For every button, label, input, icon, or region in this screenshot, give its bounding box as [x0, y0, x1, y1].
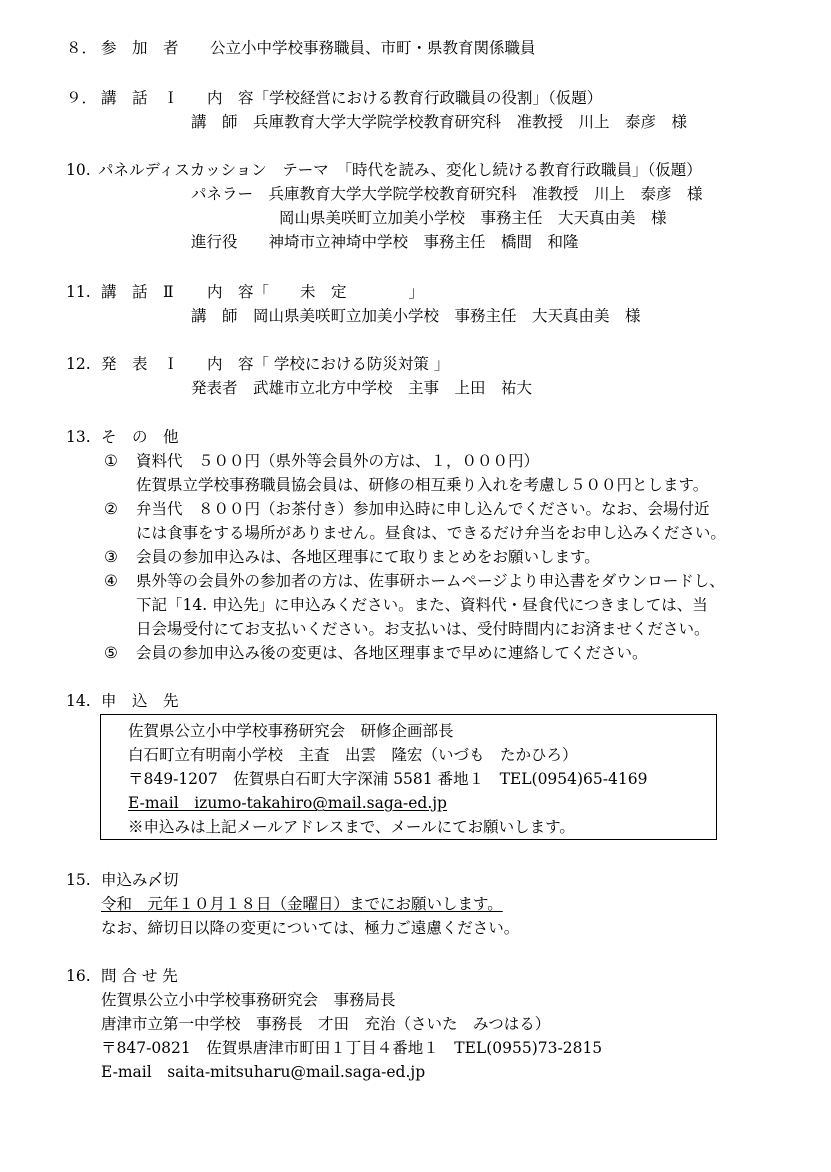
item-1-line-2: 佐賀県立学校事務職員協会員は、研修の相互乗り入れを考慮し５００円とします。: [136, 476, 709, 494]
section-10-panelist-1: パネラー 兵庫教育大学大学院学校教育研究科 准教授 川上 泰彦 様: [191, 185, 703, 203]
section-8-label: 参 加 者: [101, 39, 179, 57]
item-3-line-1: 会員の参加申込みは、各地区理事にて取りまとめをお願いします。: [136, 548, 600, 566]
section-9-lecturer: 講 師 兵庫教育大学大学院学校教育研究科 准教授 川上 泰彦 様: [191, 113, 688, 131]
inquiry-email-link[interactable]: E-mail saita-mitsuharu@mail.saga-ed.jp: [101, 1063, 426, 1081]
item-5-mark: ⑤: [104, 644, 118, 662]
contact-box-note: ※申込みは上記メールアドレスまで、メールにてお願いします。: [128, 818, 575, 836]
section-10-number: 10.: [66, 161, 91, 179]
section-15-label: 申込み〆切: [101, 871, 179, 889]
section-13-label: そ の 他: [101, 428, 179, 446]
section-11-label: 講 話 Ⅱ: [101, 283, 174, 301]
section-15-number: 15.: [66, 871, 91, 889]
section-13-number: 13.: [66, 428, 91, 446]
section-11-lecturer: 講 師 岡山県美咲町立加美小学校 事務主任 大天真由美 様: [191, 307, 641, 325]
deadline-date: 令和 元年１０月１８日（金曜日）までにお願いします。: [101, 895, 503, 913]
section-16-label: 問 合 せ 先: [101, 967, 178, 985]
section-12-presenter: 発表者 武雄市立北方中学校 主事 上田 祐大: [191, 379, 533, 397]
section-10-moderator: 進行役 神埼市立神埼中学校 事務主任 橋間 和隆: [191, 233, 579, 251]
section-12-number: 12.: [66, 355, 91, 373]
item-4-line-3: 日会場受付にてお支払いください。お支払いは、受付時間内にお済ませください。: [136, 620, 710, 638]
section-11-number: 11.: [66, 283, 91, 301]
section-12-content: 内 容「 学校における防災対策 」: [207, 355, 450, 373]
item-2-mark: ②: [104, 500, 118, 518]
deadline-note: なお、締切日以降の変更については、極力ご遠慮ください。: [101, 919, 520, 937]
section-10-panelist-2: 岡山県美咲町立加美小学校 事務主任 大天真由美 様: [279, 209, 667, 227]
item-2-line-1: 弁当代 ８００円（お茶付き）参加申込時に申し込んでください。なお、会場付近: [136, 500, 710, 518]
section-14-label: 申 込 先: [101, 692, 179, 710]
inquiry-line-2: 唐津市立第一中学校 事務長 才田 充治（さいた みつはる）: [101, 1015, 551, 1033]
section-9-label: 講 話 Ｉ: [101, 89, 179, 107]
contact-box-line-1: 佐賀県公立小中学校事務研究会 研修企画部長: [128, 722, 454, 740]
section-14-number: 14.: [66, 692, 91, 710]
section-9-number: ９．: [66, 89, 98, 107]
section-12-label: 発 表 Ｉ: [101, 355, 179, 373]
inquiry-line-3: 〒847-0821 佐賀県唐津市町田１丁目４番地１ TEL(0955)73-2815: [101, 1039, 603, 1057]
item-5-line-1: 会員の参加申込み後の変更は、各地区理事まで早めに連絡してください。: [136, 644, 648, 662]
inquiry-line-1: 佐賀県公立小中学校事務研究会 事務局長: [101, 991, 396, 1009]
item-1-mark: ①: [104, 452, 118, 470]
item-4-line-2: 下記「14. 申込先」に申込みください。また、資料代・昼食代につきましては、当: [136, 596, 708, 614]
contact-box-line-3: 〒849-1207 佐賀県白石町大字深浦 5581 番地１ TEL(0954)65-4169: [128, 770, 648, 788]
section-16-number: 16.: [66, 967, 91, 985]
item-2-line-2: には食事をする場所がありません。昼食は、できるだけ弁当をお申し込みください。: [136, 524, 726, 542]
section-9-content: 内 容「学校経営における教育行政職員の役割」（仮題）: [207, 89, 603, 107]
item-1-line-1: 資料代 ５００円（県外等会員外の方は、１，０００円）: [136, 452, 540, 470]
section-10-theme: パネルディスカッション テーマ 「時代を読み、変化し続ける教育行政職員」（仮題）: [98, 161, 702, 179]
section-8-number: ８．: [66, 39, 98, 57]
contact-box-line-2: 白石町立有明南小学校 主査 出雲 隆宏（いづも たかひろ）: [128, 746, 578, 764]
item-4-mark: ④: [104, 572, 118, 590]
item-4-line-1: 県外等の会員外の参加者の方は、佐事研ホームページより申込書をダウンロードし、: [136, 572, 725, 590]
section-11-content: 内 容「 未 定 」: [207, 283, 425, 301]
contact-email-link[interactable]: E-mail izumo-takahiro@mail.saga-ed.jp: [128, 794, 447, 812]
section-8-text: 公立小中学校事務職員、市町・県教育関係職員: [210, 39, 536, 57]
item-3-mark: ③: [104, 548, 118, 566]
